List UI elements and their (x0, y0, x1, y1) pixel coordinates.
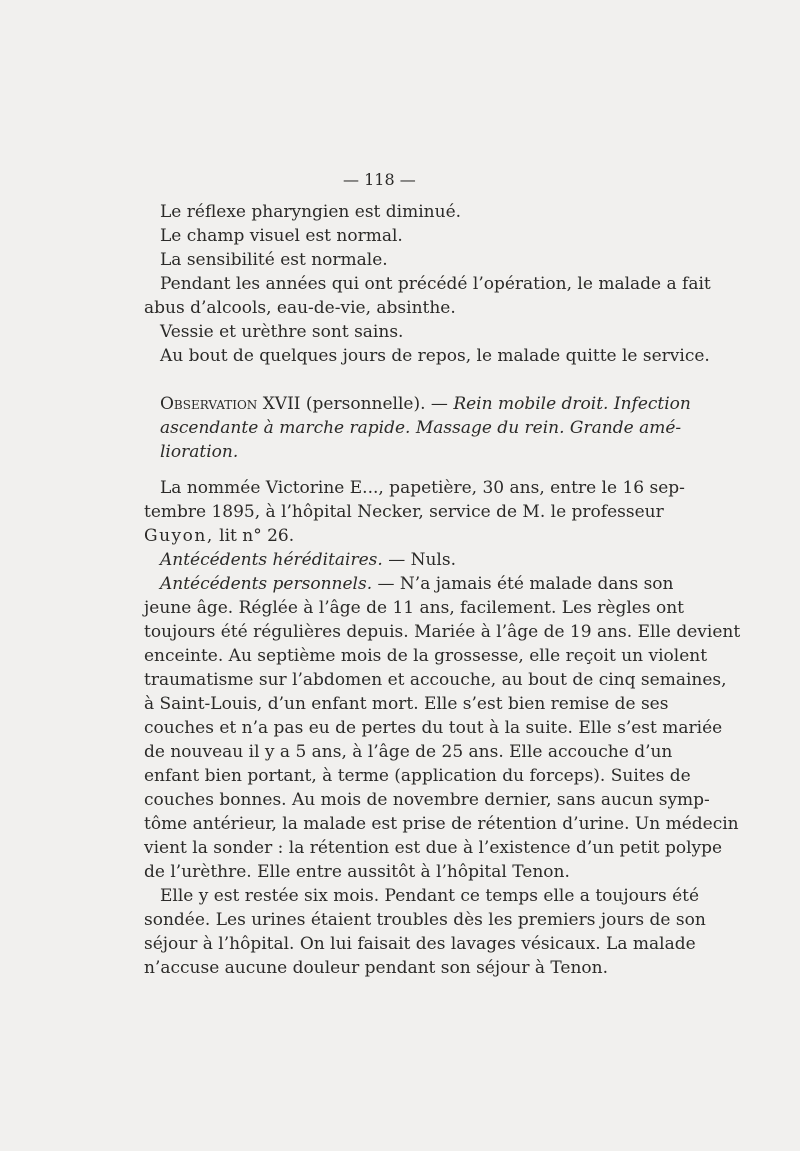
observation-label: Observation (160, 394, 258, 414)
text-line: Elle y est restée six mois. Pendant ce temps elle a toujours été (160, 886, 700, 906)
text-line: n’accuse aucune douleur pendant son séjour à Tenon. (144, 958, 609, 978)
text-line: Pendant les années qui ont précédé l’opération, le malade a fait (160, 274, 711, 294)
text-line: traumatisme sur l’abdomen et accouche, au bout de cinq semaines, (144, 670, 727, 690)
text-line: Vessie et urèthre sont sains. (160, 322, 404, 342)
text-line: couches bonnes. Au mois de novembre dernier, sans aucun symp- (144, 790, 710, 810)
observation-heading (160, 392, 691, 416)
text-line: abus d’alcools, eau-de-vie, absinthe. (144, 298, 456, 318)
text-line: séjour à l’hôpital. On lui faisait des lavages vésicaux. La malade (144, 934, 696, 954)
text-line: de nouveau il y a 5 ans, à l’âge de 25 ans. Elle accouche d’un (144, 742, 673, 762)
text-line: à Saint-Louis, d’un enfant mort. Elle s’est bien remise de ses (144, 694, 669, 714)
section-label: Antécédents personnels. (160, 574, 373, 594)
text-line: toujours été régulières depuis. Mariée à l’âge de 19 ans. Elle devient (144, 622, 741, 642)
page-number: — 118 — (343, 170, 416, 189)
section-line (160, 548, 456, 572)
text-line: tôme antérieur, la malade est prise de rétention d’urine. Un médecin (144, 814, 739, 834)
observation-title-line: lioration. (160, 442, 239, 462)
section-text: — Nuls. (382, 550, 456, 570)
text-line: jeune âge. Réglée à l’âge de 11 ans, facilement. Les règles ont (144, 598, 684, 618)
text-line: enfant bien portant, à terme (application du forceps). Suites de (144, 766, 691, 786)
patient-doctor-name: Guyon, (144, 526, 214, 546)
section-line (160, 572, 674, 596)
text-line: enceinte. Au septième mois de la grossesse, elle reçoit un violent (144, 646, 708, 666)
observation-title-line: ascendante à marche rapide. Massage du rein. Grande amé- (160, 418, 682, 438)
section-label: Antécédents héréditaires. (160, 550, 383, 570)
text-line: Le réflexe pharyngien est diminué. (160, 202, 462, 222)
text-line: de l’urèthre. Elle entre aussitôt à l’hôpital Tenon. (144, 862, 570, 882)
text-line: La nommée Victorine E..., papetière, 30 ans, entre le 16 sep- (160, 478, 685, 498)
text-line: sondée. Les urines étaient troubles dès les premiers jours de son (144, 910, 706, 930)
observation-title: Rein mobile droit. Infection (453, 394, 691, 414)
bed-number: lit n° 26. (213, 526, 295, 546)
observation-number: XVII (personnelle). — (257, 394, 454, 414)
text-line: Au bout de quelques jours de repos, le malade quitte le service. (160, 346, 710, 366)
text-line: La sensibilité est normale. (160, 250, 388, 270)
text-line: tembre 1895, à l’hôpital Necker, service de M. le professeur (144, 502, 664, 522)
text-line: couches et n’a pas eu de pertes du tout à la suite. Elle s’est mariée (144, 718, 723, 738)
text-line (144, 524, 294, 548)
text-line: Le champ visuel est normal. (160, 226, 403, 246)
section-text: — N’a jamais été malade dans son (372, 574, 674, 594)
text-line: vient la sonder : la rétention est due à l’existence d’un petit polype (144, 838, 723, 858)
